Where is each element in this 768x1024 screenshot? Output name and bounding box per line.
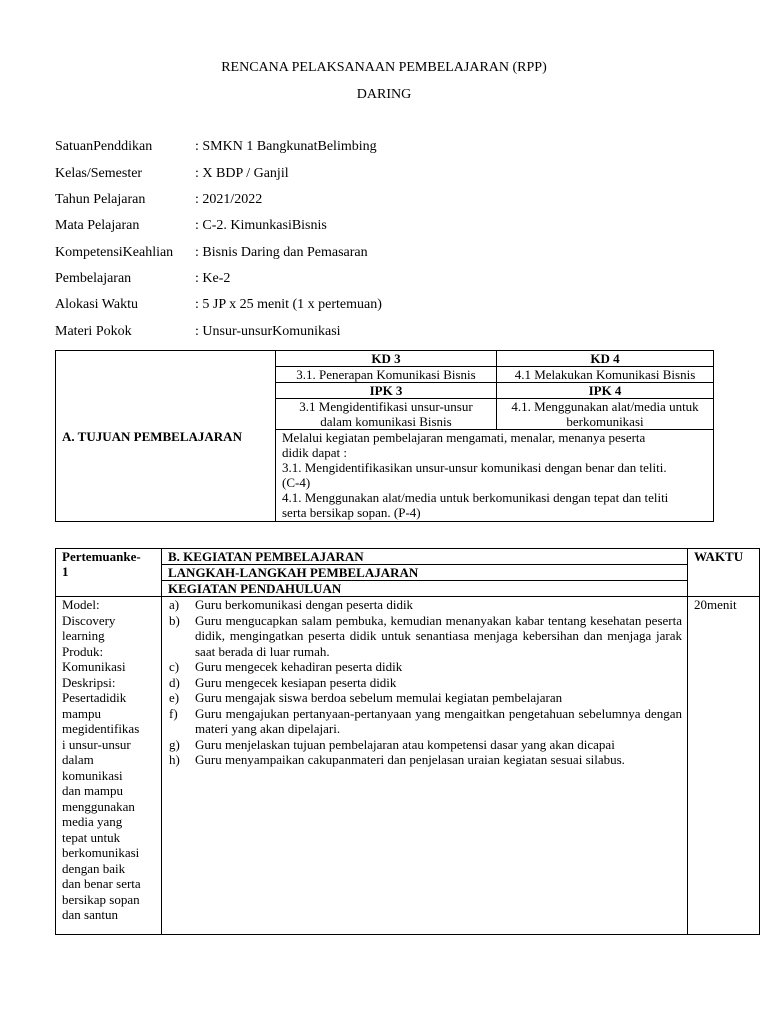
info-row-alokasi xyxy=(55,297,382,313)
info-value: : X BDP / Ganjil xyxy=(195,166,289,181)
kegiatan-table xyxy=(55,548,760,935)
pendahuluan-header: KEGIATAN PENDAHULUAN xyxy=(162,581,688,597)
info-row-kompetensi xyxy=(55,245,368,261)
document-subtitle: DARING xyxy=(356,87,412,102)
list-item xyxy=(165,613,684,660)
ipk4-header: IPK 4 xyxy=(497,383,714,399)
ipk3-header: IPK 3 xyxy=(276,383,497,399)
kd4-header: KD 4 xyxy=(497,351,714,367)
info-value: : C-2. KimunkasiBisnis xyxy=(195,218,327,233)
list-item xyxy=(165,752,684,768)
ipk4-line: 4.1. Menggunakan alat/media untuk xyxy=(511,399,699,414)
list-item xyxy=(165,597,684,613)
info-label: Mata Pelajaran xyxy=(55,218,140,233)
tujuan-goals xyxy=(276,430,714,522)
steps-list xyxy=(165,597,684,768)
info-label: Tahun Pelajaran xyxy=(55,192,146,207)
meta-line: dan santun xyxy=(62,907,118,922)
step-text: Guru mengecek kehadiran peserta didik xyxy=(195,659,403,674)
step-marker: e) xyxy=(169,690,180,705)
tujuan-section-label: A. TUJUAN PEMBELAJARAN xyxy=(56,351,276,522)
waktu-header: WAKTU xyxy=(688,549,760,597)
meta-line: i unsur-unsur xyxy=(62,736,131,752)
meta-line: berkomunikasi xyxy=(62,845,140,860)
step-text: Guru mengucapkan salam pembuka, kemudian menanyakan kabar tentang kesehatan peserta didik, mengingatkan peserta didik untuk senantiasa menjaga kebersihan dan menjaga jarak saat berada di luar rumah. xyxy=(195,612,682,659)
goal-line: Melalui kegiatan pembelajaran mengamati, menalar, menanya peserta xyxy=(282,430,646,445)
info-label: Pembelajaran xyxy=(55,271,132,286)
meta-line: dan mampu xyxy=(62,783,124,798)
ipk4-cell xyxy=(497,399,714,430)
info-row-satuan xyxy=(55,139,377,155)
step-text: Guru menyampaikan cakupanmateri dan penjelasan uraian kegiatan sesuai silabus. xyxy=(195,752,625,767)
meta-line: Produk: xyxy=(62,643,104,659)
list-item xyxy=(165,737,684,753)
info-row-kelas xyxy=(55,166,289,182)
kd4-cell: 4.1 Melakukan Komunikasi Bisnis xyxy=(497,367,714,383)
step-text: Guru mengajak siswa berdoa sebelum memulai kegiatan pembelajaran xyxy=(195,690,563,705)
meta-line: media yang xyxy=(62,814,123,829)
step-marker: g) xyxy=(169,736,180,752)
goal-line: 3.1. Mengidentifikasikan unsur-unsur komunikasi dengan benar dan teliti. xyxy=(282,460,667,475)
pertemuan-line: Pertemuanke- xyxy=(62,549,141,564)
meta-line: Model: xyxy=(62,597,100,612)
meta-line: tepat untuk xyxy=(62,829,121,845)
pertemuan-line: 1 xyxy=(62,564,69,579)
info-label: KompetensiKeahlian xyxy=(55,245,174,260)
meta-line: Komunikasi xyxy=(62,659,126,674)
meta-line: mampu xyxy=(62,705,101,721)
meta-line: dengan baik xyxy=(62,860,126,876)
info-row-materi xyxy=(55,324,341,340)
ipk3-line: 3.1 Mengidentifikasi unsur-unsur xyxy=(299,399,473,414)
document-title: RENCANA PELAKSANAAN PEMBELAJARAN (RPP) xyxy=(221,60,547,75)
list-item xyxy=(165,659,684,675)
info-value: : Unsur-unsurKomunikasi xyxy=(195,324,341,339)
meta-line: menggunakan xyxy=(62,798,135,814)
steps-cell xyxy=(162,597,688,935)
step-text: Guru berkomunikasi dengan peserta didik xyxy=(195,597,414,612)
model-meta-cell xyxy=(56,597,162,935)
goal-line: (C-4) xyxy=(282,475,311,490)
tujuan-table xyxy=(55,350,714,522)
list-item xyxy=(165,706,684,737)
list-item xyxy=(165,675,684,691)
step-marker: c) xyxy=(169,659,180,674)
goal-line: didik dapat : xyxy=(282,445,347,460)
step-marker: h) xyxy=(169,752,180,767)
meta-line: Deskripsi: xyxy=(62,674,116,690)
info-value: : 2021/2022 xyxy=(195,192,263,207)
kd3-header: KD 3 xyxy=(276,351,497,367)
pertemuan-cell xyxy=(56,549,162,597)
meta-line: bersikap sopan xyxy=(62,891,140,907)
step-marker: d) xyxy=(169,674,180,690)
meta-line: dan benar serta xyxy=(62,876,141,891)
info-label: Materi Pokok xyxy=(55,324,132,339)
step-marker: f) xyxy=(169,705,178,721)
info-value: : Ke-2 xyxy=(195,271,231,286)
waktu-value: 20menit xyxy=(688,597,760,935)
meta-line: Discovery xyxy=(62,612,116,628)
langkah-header: LANGKAH-LANGKAH PEMBELAJARAN xyxy=(162,565,688,581)
kd3-cell: 3.1. Penerapan Komunikasi Bisnis xyxy=(276,367,497,383)
goal-line: 4.1. Menggunakan alat/media untuk berkomunikasi dengan tepat dan teliti xyxy=(282,490,669,505)
meta-line: komunikasi xyxy=(62,767,123,783)
info-value: : 5 JP x 25 menit (1 x pertemuan) xyxy=(195,297,382,312)
step-marker: a) xyxy=(169,597,180,612)
ipk4-line: berkomunikasi xyxy=(566,414,644,429)
step-text: Guru mengajukan pertanyaan-pertanyaan yang mengaitkan pengetahuan sebelumnya dengan materi yang akan dipelajari. xyxy=(195,705,682,736)
info-label: Kelas/Semester xyxy=(55,166,143,181)
list-item xyxy=(165,690,684,706)
info-label: SatuanPenddikan xyxy=(55,139,153,154)
meta-line: megidentifikas xyxy=(62,721,140,736)
goal-line: serta bersikap sopan. (P-4) xyxy=(282,505,421,520)
meta-line: dalam xyxy=(62,752,94,767)
meta-line: learning xyxy=(62,628,105,643)
info-row-mapel xyxy=(55,218,327,234)
ipk3-cell xyxy=(276,399,497,430)
step-marker: b) xyxy=(169,612,180,628)
meta-line: Pesertadidik xyxy=(62,690,127,705)
info-value: : Bisnis Daring dan Pemasaran xyxy=(195,245,368,260)
info-row-pembelajaran xyxy=(55,271,230,287)
info-value: : SMKN 1 BangkunatBelimbing xyxy=(195,139,377,154)
step-text: Guru mengecek kesiapan peserta didik xyxy=(195,674,397,690)
step-text: Guru menjelaskan tujuan pembelajaran atau kompetensi dasar yang akan dicapai xyxy=(195,736,615,752)
ipk3-line: dalam komunikasi Bisnis xyxy=(320,414,452,429)
info-row-tahun xyxy=(55,192,262,208)
info-label: Alokasi Waktu xyxy=(55,297,138,312)
kegiatan-section-title: B. KEGIATAN PEMBELAJARAN xyxy=(162,549,688,565)
